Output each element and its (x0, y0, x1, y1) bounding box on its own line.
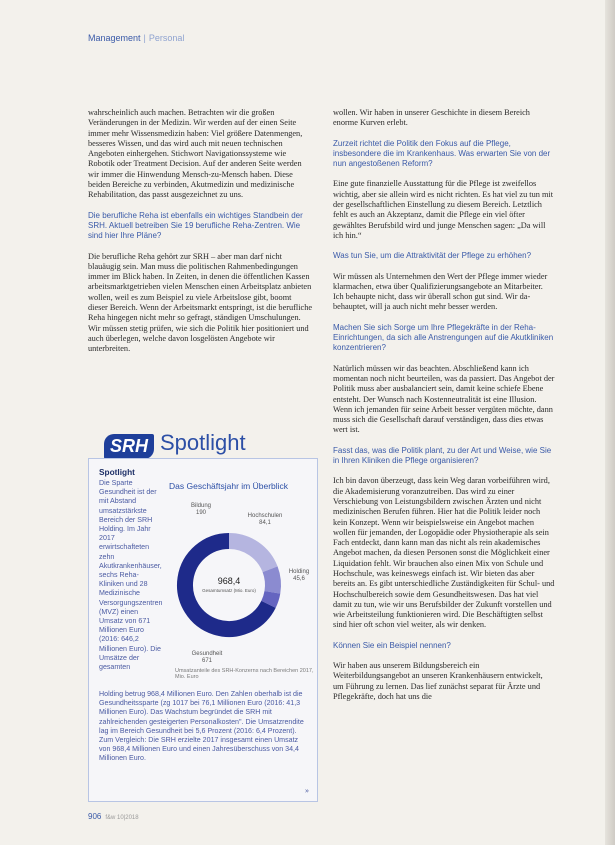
page-footer (88, 812, 139, 821)
paragraph: Eine gute finanzielle Ausstattung für die Pflege ist zweifellos wichtig, aber sie allein wird es nicht richten. Es hat viel zu tun mit der gesellschaftlichen Einstellung zu diesem Bereich. Letztlich fehlt es auch an Akzeptanz, damit die Pflege ein viel öfter gewähltes Berufsbild wird und junge Menschen sagen: „Da will ich hin.“ (333, 179, 554, 240)
page-number: 906 (88, 812, 102, 821)
donut-center-value: 968,4 (217, 576, 241, 586)
donut-chart (167, 493, 315, 677)
left-column (88, 108, 313, 365)
question: Was tun Sie, um die Attraktivität der Pflege zu erhöhen? (333, 251, 532, 261)
srh-logo: SRH (104, 434, 154, 459)
slice-label-bildung: Bildung 190 (190, 503, 212, 516)
paragraph: Wir haben aus unserem Bildungsbereich ein Weiterbildungsangebot an unseren Krankenhäusern entwickelt, um Führung zu lernen. Das lief zunächst separat für Ärzte und Pflegekräfte, doch hat uns die (333, 661, 543, 701)
spotlight-text-continued: Holding betrug 968,4 Millionen Euro. Den Zahlen oberhalb ist die Gesundheitssparte (zg 1017 bei 76,1 Millionen Euro (2016: 41,3 Millionen Euro). Das Wachstum begründet die SRH mit zahlreichenden gesteigerten Personalkosten". Die Umsatzrendite lag im Bereich Gesundheit bei 5,6 Prozent (2016: 6,4 Prozent). Zum Vergleich: Die SRH erzielte 2017 insgesamt einen Umsatz von 968,4 Millionen Euro und einen Jahresüberschuss von 34,4 Millionen Euro. (99, 690, 304, 763)
slice-label-gesundheit: Gesundheit 671 (191, 651, 223, 664)
question: Fasst das, was die Politik plant, zu der Art und Weise, wie Sie in Ihren Kliniken die Pflege organisieren? (333, 445, 552, 466)
question: Können Sie ein Beispiel nennen? (333, 640, 451, 650)
header-separator: | (143, 33, 146, 43)
paragraph: Ich bin davon überzeugt, dass kein Weg daran vorbeiführen wird, die Akademisierung voranzutreiben. Das wird zu einer Verschiebung von Leistungsbildern zwischen Ärzten und nicht medizinischen Berufen führen. Hier hat die Politik leider noch kein Konzept. Wenn wir beispielsweise ein Angebot machen wollen für jemanden, der Logopädie oder Physiotherapie als sein Fach entdeckt, dann kann man das nicht als rein akademisches Angebot machen, da diesen Personen sonst die Möglichkeit einer Liquidation fehlt. Wir brauchen also einen Mix von Schule und Hochschule, was keineswegs einfach ist. Wir bieten das aber bereits an. Es gibt unterschiedliche Zuständigkeiten für Schul- und Hochschulbereich sowie dem Gesundheitswesen. Das hat viel damit zu tun, wie wir uns Berufsbilder der Zukunft vorstellen und wie Arbeitsteilung funktionieren wird. Die Beschäftigten selbst sind hier oft schon viel weiter, als wir denken. (333, 476, 555, 630)
page-edge (605, 0, 615, 845)
donut-chart-svg (167, 493, 315, 677)
donut-slice-hochschulen (270, 569, 273, 592)
chart-title: Das Geschäftsjahr im Überblick (169, 481, 289, 491)
donut-center-label: Gesamtumsatz (Mio. Euro) (202, 588, 256, 593)
question: Die berufliche Reha ist ebenfalls ein wichtiges Standbein der SRH. Aktuell betreiben Sie 19 berufliche Reha-Zentren. Wie sind hier Ihre Pläne? (88, 210, 303, 241)
question: Machen Sie sich Sorge um Ihre Pflegekräfte in der Reha-Einrichtungen, da sich alle Anstrengungen auf die Akutkliniken konzentrieren? (333, 322, 554, 353)
paragraph: wahrscheinlich auch machen. Betrachten wir die großen Veränderungen in der Medizin. Wir werden auf der einen Seite immer mehr Wissensmedizin haben: Viel größere Datenmengen, besseres Wissen, und das wird auch mit neuen technischen Angeboten einhergehen. Stichwort Navigationssysteme wie Robotik oder Treatment Decision. Auf der anderen Seite werden wir immer die Hinwendung Mensch-zu-Mensch haben. Diese beiden Bereiche zu verbinden, Akutmedizin und medizinische Rehabilitation, das passt ausgezeichnet zu uns. (88, 108, 303, 200)
paragraph: Wir müssen als Unternehmen den Wert der Pflege immer wieder klarmachen, etwa über Qualifizierungsangebote an Mitarbeiter. Ich behaupte nicht, dass wir überall schon gut sind. Wir da- behauptet, will ja auch nicht mehr besser werden. (333, 271, 548, 312)
paragraph: Natürlich müssen wir das beachten. Abschließend kann ich momentan noch nicht beurteilen, was da passiert. Das Angebot der Politik muss aber ausbalanciert sein, damit keine schiefe Ebene entsteht. Der Wunsch nach Kostenneutralität ist eine Illusion. Wenn ich jemanden für seine Arbeit besser vergüten möchte, dann muss sich die Gesellschaft darauf verständigen, dass dies etwas wert ist. (333, 363, 555, 435)
spotlight-box (88, 422, 318, 802)
slice-label-holding: Holding 45,6 (288, 569, 310, 582)
page-header (88, 33, 184, 43)
section-title: Management (88, 33, 141, 43)
right-column (333, 108, 555, 712)
spotlight-panel (88, 458, 318, 802)
donut-slice-holding (268, 592, 272, 604)
paragraph: Die berufliche Reha gehört zur SRH – aber man darf nicht blauäugig sein. Man muss die politischen Rahmenbedingungen immer im Blick haben. In Zeiten, in denen die öffentlichen Kassen arbeitsmarktgetrieben vielen Menschen einen Arbeitsplatz anbieten wollen, weil es zum Beispiel zu viele Arbeitslose gibt, boomt dieser Bereich. Wenn der Arbeitsmarkt entspringt, ist die berufliche Reha hingegen nicht mehr so gefragt, ständigen Umschulungen. Wir müssen stetig prüfen, wie sich die Politik hier positioniert und auch überlegen, welche davon losgelösten Angebote wir unterbreiten. (88, 251, 313, 354)
spotlight-title (94, 426, 294, 460)
magazine-issue: f&w 10|2018 (105, 815, 139, 821)
donut-slice-bildung (229, 541, 270, 569)
spotlight-word: Spotlight (160, 430, 246, 455)
subsection-title: Personal (148, 33, 185, 43)
spotlight-text: Die Sparte Gesundheit ist der mit Abstand umsatzstärkste Bereich der SRH Holding. Im Jahr 2017 erwirtschafteten zehn Akutkrankenhäuser, sechs Reha-Kliniken und 28 Medizinische Versorgungszentren (MVZ) einen Umsatz von 671 Millionen Euro (2016: 646,2 Millionen Euro). Die Umsätze der gesamten (99, 479, 163, 672)
chart-note: Umsatzanteile des SRH-Konzerns nach Bereichen 2017, Mio. Euro (175, 668, 314, 680)
slice-label-hochschulen: Hochschulen 84,1 (247, 513, 283, 526)
continue-arrow: » (305, 786, 309, 795)
spotlight-heading: Spotlight (99, 467, 135, 477)
question: Zurzeit richtet die Politik den Fokus auf die Pflege, insbesondere die im Krankenhaus. Was erwarten Sie von der nun angestoßenen Reform? (333, 138, 551, 169)
paragraph: wollen. Wir haben in unserer Geschichte in diesem Bereich enorme Kurven erlebt. (333, 108, 530, 128)
